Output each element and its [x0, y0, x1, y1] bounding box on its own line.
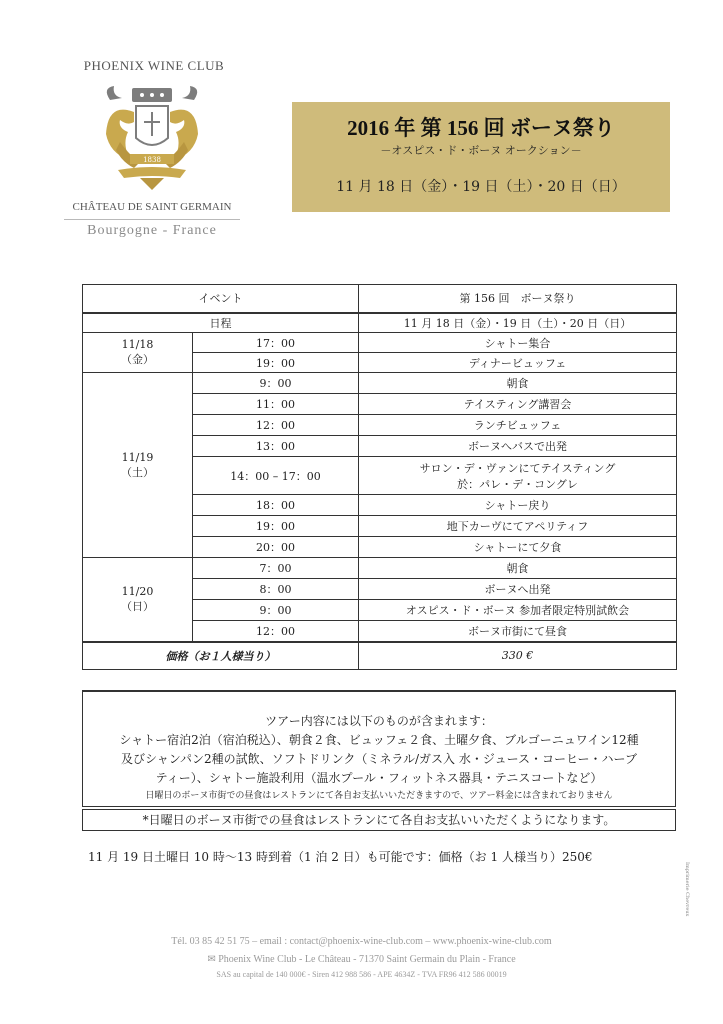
time-cell: 9：00 [193, 373, 359, 394]
event-line: 於：パレ・デ・コングレ [457, 477, 578, 491]
table-row [83, 558, 677, 579]
header-event-label: イベント [83, 285, 359, 313]
event-cell: 朝食 [359, 558, 677, 579]
event-subtitle: －オスピス・ド・ボーヌ オークション－ [380, 144, 582, 157]
footer-address: Phoenix Wine Club - Le Château - 71370 Saint Germain du Plain - France [218, 954, 516, 965]
optional-stay-note: 11 月 19 日土曜日 10 時～13 時到着（1 泊 2 日）も可能です：価格（お 1 人様当り）250€ [88, 850, 593, 864]
footer-legal: SAS au capital de 140 000€ - Siren 412 988 586 - APE 4634Z - TVA FR96 412 586 00019 [216, 970, 507, 979]
phoenix-crest-logo [100, 82, 204, 194]
event-line: サロン・デ・ヴァンにてテイスティング [419, 461, 616, 475]
time-cell: 19：00 [193, 516, 359, 537]
schedule-label: 日程 [83, 313, 359, 333]
day-date: 11/18 [121, 338, 154, 351]
event-cell: 地下カーヴにてアペリティフ [359, 516, 677, 537]
schedule-table [82, 284, 676, 670]
table-header-row [83, 285, 677, 313]
chateau-name: CHÂTEAU DE SAINT GERMAIN [72, 201, 232, 213]
inclusions-note [82, 690, 676, 807]
region-name: Bourgogne - France [87, 223, 217, 238]
event-cell: シャトー集合 [359, 333, 677, 353]
inclusions-line: 及びシャンパン2種の試飲、ソフトドリンク（ミネラル/ガス入 水・ジュース・コーヒー・ハーブ [121, 752, 637, 766]
price-value: 330 € [359, 642, 677, 670]
time-cell: 12：00 [193, 415, 359, 436]
schedule-value: 11 月 18 日（金）・19 日（土）・20 日（日） [359, 313, 677, 333]
time-cell: 13：00 [193, 436, 359, 457]
day-date: 11/19 [121, 450, 154, 464]
time-cell: 7：00 [193, 558, 359, 579]
inclusions-intro: ツアー内容には以下のものが含まれます： [265, 714, 493, 728]
time-cell: 18：00 [193, 495, 359, 516]
time-cell: 20：00 [193, 537, 359, 558]
time-cell: 8：00 [193, 579, 359, 600]
event-cell: シャトーにて夕食 [359, 537, 677, 558]
time-cell: 14：00 – 17：00 [193, 457, 359, 495]
day-cell [83, 558, 193, 642]
time-cell: 11：00 [193, 394, 359, 415]
printer-credit: Imprimerie Chevreux [684, 862, 690, 917]
time-cell: 9：00 [193, 600, 359, 621]
inclusions-line: シャトー宿泊2泊（宿泊税込）、朝食２食、ビュッフェ２食、土曜夕食、ブルゴーニュワイン12種 [119, 733, 639, 747]
time-cell: 17：00 [193, 333, 359, 353]
envelope-icon: ✉ [207, 954, 216, 965]
lunch-note: *日曜日のボーヌ市街での昼食はレストランにて各自お支払いいただくようになります。 [82, 809, 676, 831]
event-cell: ボーヌ市街にて昼食 [359, 621, 677, 642]
footer-address-line [0, 954, 723, 965]
day-cell [83, 333, 193, 373]
event-cell: ボーヌへ出発 [359, 579, 677, 600]
day-weekday: （金） [121, 353, 154, 366]
day-date: 11/20 [121, 584, 154, 598]
title-box [292, 102, 670, 212]
table-row [83, 333, 677, 353]
event-dates: 11 月 18 日（金）・19 日（土）・20 日（日） [336, 179, 626, 195]
svg-text:1838: 1838 [143, 156, 161, 164]
event-title: 2016 年 第 156 回 ボーヌ祭り [347, 116, 615, 140]
divider [64, 219, 240, 220]
club-name: PHOENIX WINE CLUB [83, 58, 225, 73]
price-row [83, 642, 677, 670]
time-cell: 12：00 [193, 621, 359, 642]
time-cell: 19：00 [193, 353, 359, 373]
day-cell [83, 373, 193, 558]
event-cell: ディナービュッフェ [359, 353, 677, 373]
price-label: 価格（お１人様当り） [83, 642, 359, 670]
event-cell: シャトー戻り [359, 495, 677, 516]
event-cell: ボーヌへバスで出発 [359, 436, 677, 457]
schedule-row [83, 313, 677, 333]
event-cell: ランチビュッフェ [359, 415, 677, 436]
header-event-name: 第 156 回 ボーヌ祭り [359, 285, 677, 313]
event-cell: 朝食 [359, 373, 677, 394]
day-weekday: （日） [121, 599, 154, 613]
event-cell: オスピス・ド・ボーヌ 参加者限定特別試飲会 [359, 600, 677, 621]
day-weekday: （土） [121, 465, 154, 479]
table-row [83, 373, 677, 394]
inclusions-small-note: 日曜日のボーヌ市街での昼食はレストランにて各自お支払いいただきますので、ツアー料金には含まれておりません [145, 791, 613, 801]
footer-contact: Tél. 03 85 42 51 75 – email : contact@phoenix-wine-club.com – www.phoenix-wine-club.com [171, 936, 552, 947]
inclusions-line: ティー）、シャトー施設利用（温水プール・フィットネス器具・テニスコートなど） [155, 771, 603, 785]
event-cell [359, 457, 677, 495]
event-cell: テイスティング講習会 [359, 394, 677, 415]
